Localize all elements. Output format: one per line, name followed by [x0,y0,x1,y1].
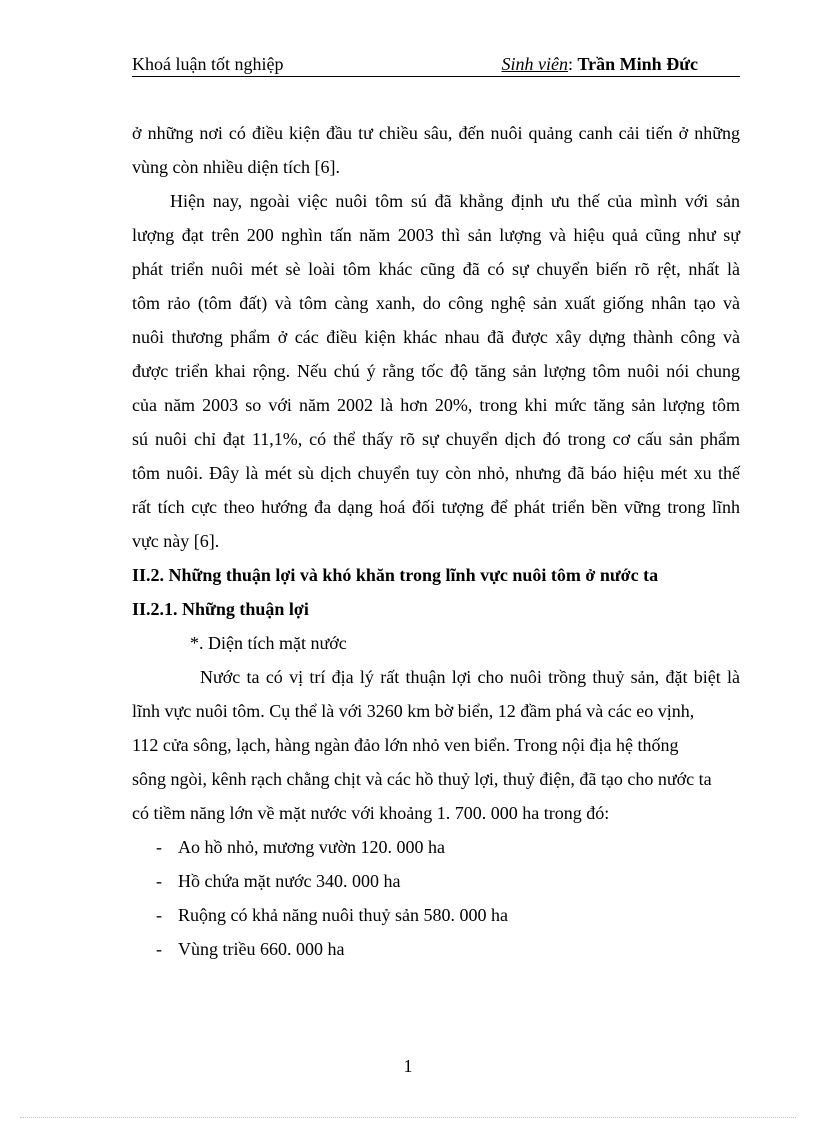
header-student-role: Sinh viên [501,54,568,74]
header-thesis-title: Khoá luận tốt nghiệp [132,54,284,74]
list-item-text: Hồ chứa mặt nước 340. 000 ha [178,871,401,891]
topic-heading: *. Diện tích mặt nước [190,633,347,653]
paragraph-2-line: phát triển nuôi mét sè loài tôm khác cũng đã có sự chuyển biến rõ rệt, nhất là [132,259,740,279]
paragraph-2-line: được triển khai rộng. Nếu chú ý rằng tốc độ tăng sản lượng tôm nuôi nói chung [132,361,740,381]
list-item [132,932,740,966]
paragraph-2-line: sú nuôi chỉ đạt 11,1%, có thể thấy rõ sự chuyển dịch đó trong cơ cấu sản phẩm [132,429,740,449]
paragraph-1-line: vùng còn nhiều diện tích [6]. [132,157,340,177]
paragraph-2-line: lượng đạt trên 200 nghìn tấn năm 2003 thì sản lượng và hiệu quả cũng như sự [132,225,740,245]
bullet-dash: - [156,939,162,959]
paragraph-2-line: vực này [6]. [132,531,220,551]
header-student-name: Trần Minh Đức [577,54,698,74]
paragraph-2-line: rất tích cực theo hướng đa dạng hoá đối tượng để phát triển bền vững trong lĩnh [132,497,740,517]
subsection-heading: II.2.1. Những thuận lợi [132,599,309,619]
paragraph-3-line: lĩnh vực nuôi tôm. Cụ thể là với 3260 km bờ biển, 12 đầm phá và các eo vịnh, [132,701,695,721]
list-item-text: Vùng triều 660. 000 ha [178,939,345,959]
section-heading: II.2. Những thuận lợi và khó khăn trong lĩnh vực nuôi tôm ở nước ta [132,565,659,585]
list-item-text: Ruộng có khả năng nuôi thuỷ sản 580. 000 ha [178,905,508,925]
paragraph-2-line: tôm nuôi. Đây là mét sù dịch chuyển tuy còn nhỏ, nhưng đã báo hiệu mét xu thế [132,463,740,483]
page-header [132,52,740,77]
paragraph-2-line: của năm 2003 so với năm 2002 là hơn 20%, trong khi mức tăng sản lượng tôm [132,395,740,415]
bullet-dash: - [156,837,162,857]
paragraph-3-line: sông ngòi, kênh rạch chằng chịt và các hồ thuỷ lợi, thuỷ điện, đã tạo cho nước ta [132,769,712,789]
bullet-dash: - [156,905,162,925]
page-bottom-divider [20,1117,796,1118]
list-item [132,864,740,898]
list-item [132,830,740,864]
header-separator: : [568,54,578,74]
list-item [132,898,740,932]
paragraph-2-line: nuôi thương phẩm ở các điều kiện khác nhau đã được xây dựng thành công và [132,327,740,347]
paragraph-3-line: có tiềm năng lớn về mặt nước với khoảng 1. 700. 000 ha trong đó: [132,803,610,823]
paragraph-3-line: 112 cửa sông, lạch, hàng ngàn đảo lớn nhỏ ven biển. Trong nội địa hệ thống [132,735,679,755]
header-student [502,52,698,76]
paragraph-1-line: ở những nơi có điều kiện đầu tư chiều sâu, đến nuôi quảng canh cải tiến ở những [132,123,740,143]
page-number: 1 [403,1056,413,1076]
paragraph-2-line: tôm rảo (tôm đất) và tôm càng xanh, do công nghệ sản xuất giống nhân tạo và [132,293,740,313]
paragraph-2-line: Hiện nay, ngoài việc nuôi tôm sú đã khẳng định ưu thế của mình với sản [170,191,740,211]
document-body [132,116,740,966]
paragraph-3-line: Nước ta có vị trí địa lý rất thuận lợi cho nuôi trồng thuỷ sản, đặt biệt là [200,667,740,687]
list-item-text: Ao hồ nhỏ, mương vườn 120. 000 ha [178,837,446,857]
bullet-dash: - [156,871,162,891]
